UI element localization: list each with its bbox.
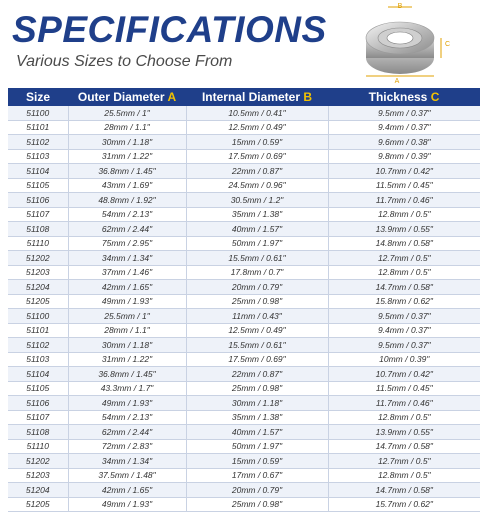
table-row — [8, 497, 480, 512]
cell-outer-diameter: 43mm / 1.69" — [68, 178, 186, 193]
label-c: C — [445, 41, 451, 48]
cell-thickness: 9.5mm / 0.37" — [328, 309, 480, 324]
table-header-row — [8, 88, 480, 106]
cell-outer-diameter: 62mm / 2.44" — [68, 222, 186, 237]
cell-internal-diameter: 17mm / 0.67" — [186, 468, 328, 483]
table-row — [8, 439, 480, 454]
label-a: A — [394, 78, 400, 84]
cell-size: 51102 — [8, 135, 68, 150]
cell-outer-diameter: 36.8mm / 1.45" — [68, 367, 186, 382]
cell-outer-diameter: 42mm / 1.65" — [68, 483, 186, 498]
table-row — [8, 323, 480, 338]
header-thickness — [328, 88, 480, 106]
cell-size: 51202 — [8, 251, 68, 266]
cell-size: 51110 — [8, 236, 68, 251]
table-row — [8, 164, 480, 179]
cell-size: 51105 — [8, 178, 68, 193]
table-body — [8, 106, 480, 512]
cell-internal-diameter: 17.5mm / 0.69" — [186, 352, 328, 367]
cell-thickness: 11.7mm / 0.46" — [328, 396, 480, 411]
cell-outer-diameter: 25.5mm / 1" — [68, 309, 186, 324]
cell-outer-diameter: 30mm / 1.18" — [68, 338, 186, 353]
cell-internal-diameter: 15mm / 0.59" — [186, 135, 328, 150]
cell-thickness: 9.5mm / 0.37" — [328, 338, 480, 353]
cell-thickness: 15.8mm / 0.62" — [328, 294, 480, 309]
cell-size: 51102 — [8, 338, 68, 353]
header-letter: B — [303, 90, 313, 104]
header-label: Outer Diameter — [77, 90, 165, 104]
cell-internal-diameter: 11mm / 0.43" — [186, 309, 328, 324]
cell-outer-diameter: 54mm / 2.13" — [68, 207, 186, 222]
cell-outer-diameter: 34mm / 1.34" — [68, 251, 186, 266]
cell-thickness: 10.7mm / 0.42" — [328, 164, 480, 179]
thrust-bearing-diagram — [357, 0, 469, 84]
cell-size: 51202 — [8, 454, 68, 469]
table-row — [8, 425, 480, 440]
table-row — [8, 410, 480, 425]
header-label: Thickness — [368, 90, 428, 104]
cell-size: 51107 — [8, 207, 68, 222]
table-row — [8, 120, 480, 135]
cell-size: 51110 — [8, 439, 68, 454]
table-row — [8, 193, 480, 208]
table-row — [8, 381, 480, 396]
cell-size: 51104 — [8, 367, 68, 382]
cell-outer-diameter: 48.8mm / 1.92" — [68, 193, 186, 208]
cell-thickness: 13.9mm / 0.55" — [328, 425, 480, 440]
header-label: Size — [25, 90, 50, 104]
cell-outer-diameter: 28mm / 1.1" — [68, 120, 186, 135]
cell-thickness: 9.5mm / 0.37" — [328, 106, 480, 120]
cell-size: 51108 — [8, 222, 68, 237]
table-row — [8, 338, 480, 353]
cell-size: 51105 — [8, 381, 68, 396]
cell-thickness: 12.8mm / 0.5" — [328, 207, 480, 222]
cell-thickness: 9.8mm / 0.39" — [328, 149, 480, 164]
cell-thickness: 12.7mm / 0.5" — [328, 251, 480, 266]
cell-outer-diameter: 28mm / 1.1" — [68, 323, 186, 338]
table-row — [8, 265, 480, 280]
cell-thickness: 13.9mm / 0.55" — [328, 222, 480, 237]
cell-size: 51205 — [8, 294, 68, 309]
table-row — [8, 178, 480, 193]
cell-outer-diameter: 54mm / 2.13" — [68, 410, 186, 425]
cell-size: 51104 — [8, 164, 68, 179]
cell-internal-diameter: 50mm / 1.97" — [186, 439, 328, 454]
table-row — [8, 207, 480, 222]
cell-internal-diameter: 15.5mm / 0.61" — [186, 251, 328, 266]
cell-internal-diameter: 10.5mm / 0.41" — [186, 106, 328, 120]
cell-outer-diameter: 42mm / 1.65" — [68, 280, 186, 295]
cell-outer-diameter: 72mm / 2.83" — [68, 439, 186, 454]
cell-size: 51107 — [8, 410, 68, 425]
table-row — [8, 352, 480, 367]
cell-size: 51106 — [8, 193, 68, 208]
cell-size: 51204 — [8, 280, 68, 295]
table-row — [8, 367, 480, 382]
cell-internal-diameter: 17.8mm / 0.7" — [186, 265, 328, 280]
cell-size: 51101 — [8, 120, 68, 135]
cell-thickness: 11.7mm / 0.46" — [328, 193, 480, 208]
page-title: SPECIFICATIONS — [12, 9, 327, 50]
cell-internal-diameter: 40mm / 1.57" — [186, 222, 328, 237]
cell-thickness: 14.7mm / 0.58" — [328, 439, 480, 454]
cell-thickness: 10.7mm / 0.42" — [328, 367, 480, 382]
cell-size: 51108 — [8, 425, 68, 440]
header-letter: A — [167, 90, 177, 104]
table-row — [8, 468, 480, 483]
table-row — [8, 454, 480, 469]
cell-thickness: 14.8mm / 0.58" — [328, 236, 480, 251]
cell-internal-diameter: 17.5mm / 0.69" — [186, 149, 328, 164]
table-row — [8, 309, 480, 324]
cell-thickness: 11.5mm / 0.45" — [328, 381, 480, 396]
cell-internal-diameter: 20mm / 0.79" — [186, 483, 328, 498]
cell-internal-diameter: 20mm / 0.79" — [186, 280, 328, 295]
cell-outer-diameter: 62mm / 2.44" — [68, 425, 186, 440]
table-row — [8, 149, 480, 164]
cell-thickness: 15.7mm / 0.62" — [328, 497, 480, 512]
cell-outer-diameter: 34mm / 1.34" — [68, 454, 186, 469]
cell-thickness: 11.5mm / 0.45" — [328, 178, 480, 193]
specifications-table — [8, 88, 480, 512]
cell-internal-diameter: 50mm / 1.97" — [186, 236, 328, 251]
cell-size: 51100 — [8, 106, 68, 120]
cell-internal-diameter: 15.5mm / 0.61" — [186, 338, 328, 353]
table-row — [8, 294, 480, 309]
header-outer-diameter — [68, 88, 186, 106]
cell-internal-diameter: 25mm / 0.98" — [186, 497, 328, 512]
cell-outer-diameter: 49mm / 1.93" — [68, 294, 186, 309]
table-row — [8, 236, 480, 251]
cell-internal-diameter: 25mm / 0.98" — [186, 294, 328, 309]
cell-internal-diameter: 30mm / 1.18" — [186, 396, 328, 411]
label-b: B — [397, 3, 403, 10]
table-row — [8, 396, 480, 411]
cell-thickness: 12.8mm / 0.5" — [328, 410, 480, 425]
cell-outer-diameter: 31mm / 1.22" — [68, 352, 186, 367]
cell-size: 51103 — [8, 352, 68, 367]
page-subtitle: Various Sizes to Choose From — [16, 53, 233, 70]
cell-outer-diameter: 75mm / 2.95" — [68, 236, 186, 251]
cell-thickness: 12.7mm / 0.5" — [328, 454, 480, 469]
header-internal-diameter — [186, 88, 328, 106]
cell-size: 51101 — [8, 323, 68, 338]
header-letter: C — [430, 90, 440, 104]
cell-size: 51205 — [8, 497, 68, 512]
cell-size: 51100 — [8, 309, 68, 324]
cell-internal-diameter: 25mm / 0.98" — [186, 381, 328, 396]
cell-internal-diameter: 15mm / 0.59" — [186, 454, 328, 469]
cell-internal-diameter: 12.5mm / 0.49" — [186, 323, 328, 338]
cell-internal-diameter: 35mm / 1.38" — [186, 207, 328, 222]
table-row — [8, 483, 480, 498]
cell-internal-diameter: 40mm / 1.57" — [186, 425, 328, 440]
cell-outer-diameter: 36.8mm / 1.45" — [68, 164, 186, 179]
cell-outer-diameter: 30mm / 1.18" — [68, 135, 186, 150]
table-row — [8, 280, 480, 295]
cell-thickness: 9.6mm / 0.38" — [328, 135, 480, 150]
cell-internal-diameter: 35mm / 1.38" — [186, 410, 328, 425]
header-label: Internal Diameter — [201, 90, 301, 104]
cell-internal-diameter: 12.5mm / 0.49" — [186, 120, 328, 135]
cell-internal-diameter: 30.5mm / 1.2" — [186, 193, 328, 208]
cell-internal-diameter: 24.5mm / 0.96" — [186, 178, 328, 193]
cell-size: 51203 — [8, 265, 68, 280]
cell-thickness: 12.8mm / 0.5" — [328, 265, 480, 280]
table-row — [8, 135, 480, 150]
cell-outer-diameter: 49mm / 1.93" — [68, 497, 186, 512]
cell-thickness: 14.7mm / 0.58" — [328, 280, 480, 295]
cell-thickness: 9.4mm / 0.37" — [328, 323, 480, 338]
cell-size: 51103 — [8, 149, 68, 164]
cell-outer-diameter: 37mm / 1.46" — [68, 265, 186, 280]
cell-size: 51203 — [8, 468, 68, 483]
cell-thickness: 14.7mm / 0.58" — [328, 483, 480, 498]
table-row — [8, 251, 480, 266]
cell-thickness: 9.4mm / 0.37" — [328, 120, 480, 135]
cell-internal-diameter: 22mm / 0.87" — [186, 367, 328, 382]
cell-size: 51106 — [8, 396, 68, 411]
cell-outer-diameter: 37.5mm / 1.48" — [68, 468, 186, 483]
cell-thickness: 10mm / 0.39" — [328, 352, 480, 367]
header-size — [8, 88, 68, 106]
cell-outer-diameter: 49mm / 1.93" — [68, 396, 186, 411]
cell-size: 51204 — [8, 483, 68, 498]
cell-internal-diameter: 22mm / 0.87" — [186, 164, 328, 179]
cell-outer-diameter: 43.3mm / 1.7" — [68, 381, 186, 396]
table-row — [8, 106, 480, 120]
cell-thickness: 12.8mm / 0.5" — [328, 468, 480, 483]
cell-outer-diameter: 25.5mm / 1" — [68, 106, 186, 120]
cell-outer-diameter: 31mm / 1.22" — [68, 149, 186, 164]
table-row — [8, 222, 480, 237]
